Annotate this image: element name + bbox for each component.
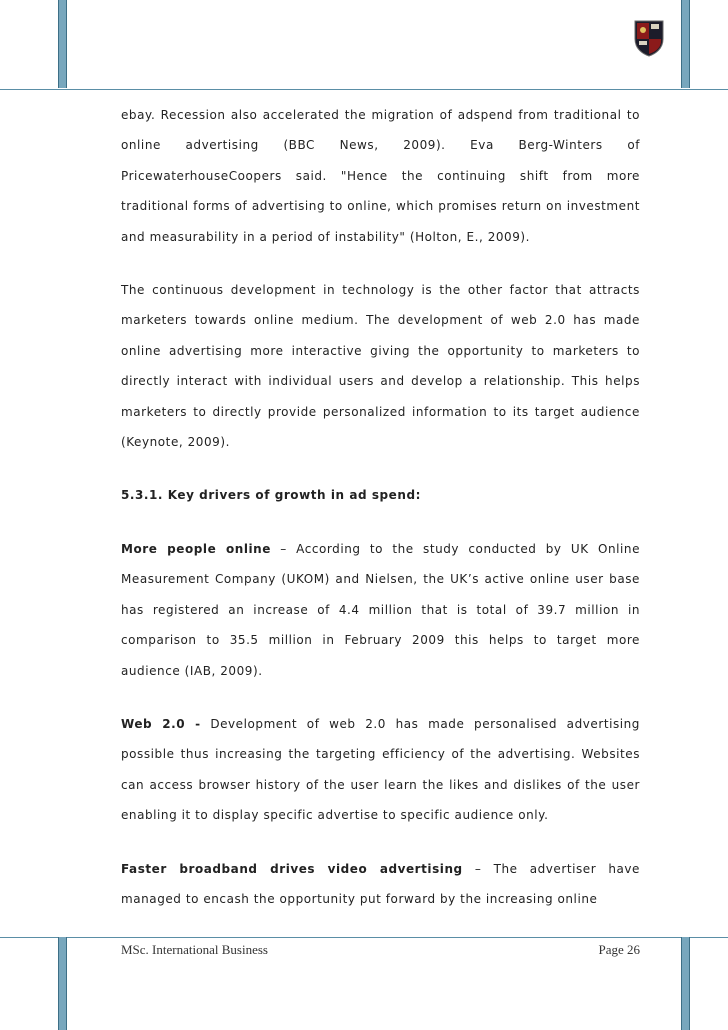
page-body	[121, 100, 640, 937]
driver-paragraph	[121, 854, 640, 915]
paragraph-technology: The continuous development in technology is the other factor that attracts marketers towards online medium. The development of web 2.0 has made online advertising more interactive giving the opportunity to marketers to directly interact with individual users and develop a relationship. This helps marketers to directly provide personalized information to its target audience (Keynote, 2009).	[121, 283, 640, 450]
driver-separator: –	[462, 861, 494, 876]
driver-paragraph	[121, 709, 640, 831]
driver-separator	[201, 717, 211, 731]
footer-course-title: MSc. International Business	[121, 942, 268, 957]
driver-title: Faster broadband drives video advertising	[121, 861, 463, 876]
page-number: Page 26	[598, 942, 640, 957]
top-right-accent-bar	[681, 0, 690, 88]
driver-title: Web 2.0 -	[121, 716, 201, 731]
driver-paragraph	[121, 534, 640, 686]
section-heading: 5.3.1. Key drivers of growth in ad spend:	[121, 488, 421, 503]
driver-title: More people online	[121, 541, 271, 556]
driver-separator: –	[270, 541, 297, 556]
bottom-right-accent-bar	[681, 937, 690, 1030]
header-rule	[0, 89, 728, 90]
paragraph-recession: ebay. Recession also accelerated the migration of adspend from traditional to online advertising (BBC News, 2009). Eva Berg-Winters of PricewaterhouseCoopers said. "Hence the continuing shift from more traditional forms of advertising to online, which promises return on investment and measurability in a period of instability" (Holton, E., 2009).	[121, 108, 640, 244]
top-left-accent-bar	[58, 0, 67, 88]
university-crest-icon	[633, 19, 665, 57]
bottom-left-accent-bar	[58, 937, 67, 1030]
driver-body: The advertiser have managed to encash the opportunity put forward by the increasing online	[121, 861, 640, 906]
driver-body: According to the study conducted by UK Online Measurement Company (UKOM) and Nielsen, the UK’s active online user base has registered an increase of 4.4 million that is total of 39.7 million in comparison to 35.5 million in February 2009 this helps to target more audience (IAB, 2009).	[121, 541, 640, 678]
footer-rule	[0, 937, 728, 938]
driver-body: Development of web 2.0 has made personalised advertising possible thus increasing the targeting efficiency of the advertising. Websites can access browser history of the user learn the likes and dislikes of the user enabling it to display specific advertise to specific audience only.	[121, 716, 640, 823]
